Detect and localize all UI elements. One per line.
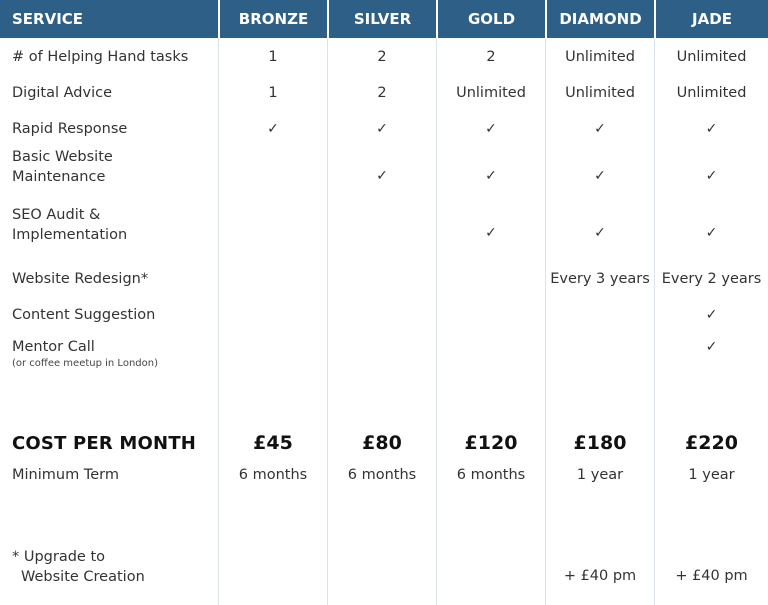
header-tier-silver: SILVER	[327, 0, 436, 38]
table-cell: Unlimited	[654, 75, 768, 111]
table-cell: 1	[218, 38, 327, 75]
table-cell	[327, 297, 436, 333]
row-label-helping-hand: # of Helping Hand tasks	[12, 48, 189, 65]
row-label-mentor-call	[0, 333, 218, 406]
table-cell: 6 months	[218, 458, 327, 492]
cost-per-month-label: COST PER MONTH	[12, 433, 197, 454]
row-label-seo-audit	[0, 205, 218, 260]
upgrade-price-diamond: + £40 pm	[545, 547, 654, 605]
check-icon: ✓	[436, 147, 545, 205]
row-label-website-redesign: Website Redesign*	[12, 270, 149, 287]
check-icon: ✓	[545, 147, 654, 205]
row-label-line: Basic Website	[12, 149, 113, 165]
table-cell: 1 year	[654, 458, 768, 492]
table-cell: Unlimited	[545, 75, 654, 111]
table-cell: 6 months	[436, 458, 545, 492]
table-cell: Every 2 years	[654, 260, 768, 297]
upgrade-note-line: * Upgrade to	[12, 549, 106, 565]
check-icon: ✓	[654, 297, 768, 333]
table-cell: 2	[436, 38, 545, 75]
table-cell: Unlimited	[545, 38, 654, 75]
price-gold: £120	[436, 406, 545, 458]
table-cell: 6 months	[327, 458, 436, 492]
row-label-line: SEO Audit &	[12, 207, 101, 223]
row-label-rapid-response: Rapid Response	[12, 121, 128, 137]
row-label-digital-advice: Digital Advice	[12, 85, 113, 101]
table-cell	[327, 547, 436, 605]
table-cell: 2	[327, 75, 436, 111]
check-icon: ✓	[545, 111, 654, 147]
table-cell: 1	[218, 75, 327, 111]
table-cell	[436, 333, 545, 406]
table-cell	[218, 260, 327, 297]
check-icon: ✓	[545, 205, 654, 260]
check-icon: ✓	[654, 205, 768, 260]
spacer-cell	[218, 492, 327, 547]
upgrade-note-line: Website Creation	[21, 569, 145, 585]
row-label-basic-website-maintenance	[0, 147, 218, 205]
check-icon: ✓	[654, 111, 768, 147]
table-cell: 1 year	[545, 458, 654, 492]
header-tier-diamond: DIAMOND	[545, 0, 654, 38]
table-cell: Unlimited	[436, 75, 545, 111]
row-label-content-suggestion: Content Suggestion	[12, 307, 156, 323]
table-cell	[545, 297, 654, 333]
row-label-line: Maintenance	[12, 169, 106, 185]
table-cell: Unlimited	[654, 38, 768, 75]
check-icon: ✓	[436, 205, 545, 260]
check-icon: ✓	[327, 111, 436, 147]
table-cell	[218, 333, 327, 406]
check-icon: ✓	[218, 111, 327, 147]
spacer-cell	[0, 492, 218, 547]
price-jade: £220	[654, 406, 768, 458]
table-cell	[218, 147, 327, 205]
table-cell: Every 3 years	[545, 260, 654, 297]
table-cell	[327, 260, 436, 297]
table-cell	[545, 333, 654, 406]
header-tier-gold: GOLD	[436, 0, 545, 38]
upgrade-price-jade: + £40 pm	[654, 547, 768, 605]
header-tier-jade: JADE	[654, 0, 768, 38]
spacer-cell	[654, 492, 768, 547]
table-cell	[327, 333, 436, 406]
price-silver: £80	[327, 406, 436, 458]
table-cell	[436, 260, 545, 297]
spacer-cell	[327, 492, 436, 547]
minimum-term-label: Minimum Term	[12, 467, 119, 483]
table-cell	[218, 205, 327, 260]
table-cell	[436, 297, 545, 333]
upgrade-note	[0, 547, 218, 605]
table-cell	[218, 547, 327, 605]
table-cell	[327, 205, 436, 260]
row-label-line: Implementation	[12, 227, 128, 243]
table-cell	[436, 547, 545, 605]
table-cell	[218, 297, 327, 333]
spacer-cell	[436, 492, 545, 547]
price-diamond: £180	[545, 406, 654, 458]
check-icon: ✓	[654, 147, 768, 205]
check-icon: ✓	[436, 111, 545, 147]
header-tier-bronze: BRONZE	[218, 0, 327, 38]
table-cell: 2	[327, 38, 436, 75]
check-icon: ✓	[654, 333, 768, 406]
price-bronze: £45	[218, 406, 327, 458]
header-service: SERVICE	[0, 0, 218, 38]
row-label-note: (or coffee meetup in London)	[12, 358, 158, 369]
check-icon: ✓	[327, 147, 436, 205]
spacer-cell	[545, 492, 654, 547]
row-label-line: Mentor Call	[12, 339, 95, 355]
